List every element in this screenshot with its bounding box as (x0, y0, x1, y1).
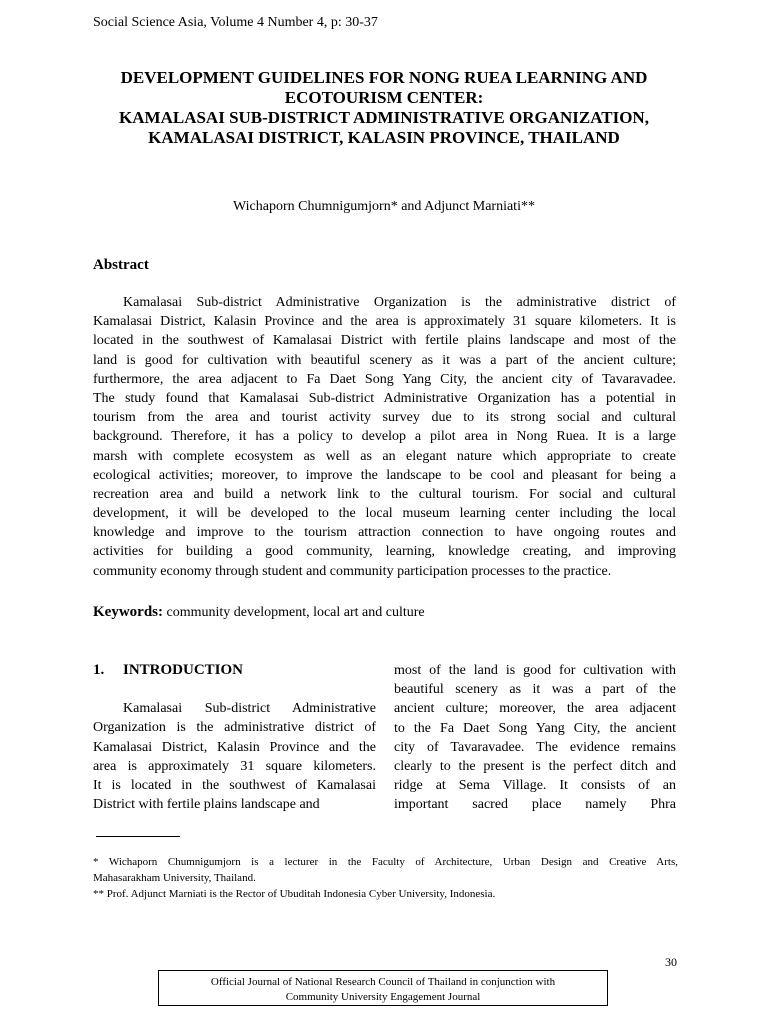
section-number: 1. (93, 662, 105, 678)
intro-line: most of the land is good for cultivation with (394, 663, 676, 678)
abstract-heading: Abstract (93, 257, 149, 273)
footnote-1-line: Mahasarakham University, Thailand. (93, 872, 256, 884)
intro-heading (93, 661, 376, 680)
abstract-line: furthermore, the area adjacent to Fa Daet Song Yang City, the ancient city of Tavaravadee. (93, 371, 676, 387)
keywords (93, 604, 425, 621)
title-line: KAMALASAI DISTRICT, KALASIN PROVINCE, THAILAND (148, 128, 620, 147)
abstract-line: knowledge and improve to the tourism attraction connection to have ongoing routes and (93, 525, 676, 541)
abstract-line: community economy through student and community participation processes to the practice. (93, 563, 612, 579)
journal-footer-box (158, 970, 608, 1006)
abstract-line: tourism from the area and tourist activity survey due to its strong social and cultural (93, 410, 676, 426)
author-line: Wichaporn Chumnigumjorn* and Adjunct Marniati** (233, 199, 535, 214)
abstract-line: development, it will be developed to the local museum learning center including the local (93, 506, 676, 522)
abstract-line: background. Therefore, it has a policy to develop a pilot area in Nong Ruea. It is a large (93, 429, 676, 445)
intro-left-column (93, 661, 376, 814)
intro-line: ridge at Sema Village. It consists of an (394, 778, 676, 794)
abstract-line: Kamalasai Sub-district Administrative Organization is the administrative district of (123, 295, 676, 310)
intro-line: clearly to the present is the perfect ditch and (394, 758, 676, 774)
footnote-2: ** Prof. Adjunct Marniati is the Rector of Ubuditah Indonesia Cyber University, Indonesia. (93, 888, 496, 900)
paper-title (80, 68, 688, 148)
intro-line: Kamalasai District, Kalasin Province and the (93, 739, 376, 755)
abstract-body (93, 293, 676, 581)
title-line: KAMALASAI SUB-DISTRICT ADMINISTRATIVE ORGANIZATION, (119, 108, 649, 127)
running-head: Social Science Asia, Volume 4 Number 4, p: 30-37 (93, 15, 378, 30)
title-line: DEVELOPMENT GUIDELINES FOR NONG RUEA LEARNING AND (120, 68, 648, 87)
footnote-divider (96, 836, 180, 837)
page-number: 30 (665, 955, 677, 969)
footnotes (93, 854, 678, 902)
intro-line: Organization is the administrative district of (93, 720, 376, 736)
intro-line: It is located in the southwest of Kamalasai (93, 778, 376, 794)
abstract-line: The study found that Kamalasai Sub-district Administrative Organization has a potential in (93, 390, 676, 406)
intro-line: city of Tavaravadee. The evidence remains (394, 739, 676, 755)
keywords-text: community development, local art and culture (163, 605, 425, 620)
journal-footer-line: Community University Engagement Journal (285, 991, 481, 1003)
title-line: ECOTOURISM CENTER: (284, 88, 484, 107)
keywords-label: Keywords: (93, 604, 163, 620)
footnote-1-line: * Wichaporn Chumnigumjorn is a lecturer in the Faculty of Architecture, Urban Design and Creative Arts, (93, 856, 678, 868)
intro-right-column (394, 661, 676, 815)
intro-line: to the Fa Daet Song Yang City, the ancient (394, 720, 676, 736)
abstract-line: Kamalasai District, Kalasin Province and the area is approximately 31 square kilometers. It is (93, 314, 676, 330)
intro-line: area is approximately 31 square kilometers. (93, 758, 376, 774)
intro-line: District with fertile plains landscape and (93, 797, 320, 813)
abstract-line: recreation area and build a network link to the cultural tourism. For social and cultural (93, 486, 676, 502)
intro-line: ancient culture; moreover, the area adjacent (394, 701, 676, 717)
abstract-line: land is good for cultivation with beautiful scenery as it was a part of the ancient culture; (93, 352, 676, 368)
section-title: INTRODUCTION (123, 662, 244, 678)
intro-line: Kamalasai Sub-district Administrative (123, 701, 376, 717)
abstract-line: located in the southwest of Kamalasai District with fertile plains landscape and most of the (93, 333, 676, 349)
intro-line: important sacred place namely Phra (394, 797, 676, 813)
abstract-line: marsh with complete ecosystem as well as an elegant nature which appropriate to create (93, 448, 676, 464)
abstract-line: activities for building a good community, learning, knowledge creating, and improving (93, 544, 676, 560)
intro-line: beautiful scenery as it was a part of the (394, 682, 676, 698)
journal-footer-line: Official Journal of National Research Council of Thailand in conjunction with (210, 976, 556, 988)
abstract-line: ecological activities; moreover, to improve the landscape to be cool and pleasant for being a (93, 467, 676, 483)
